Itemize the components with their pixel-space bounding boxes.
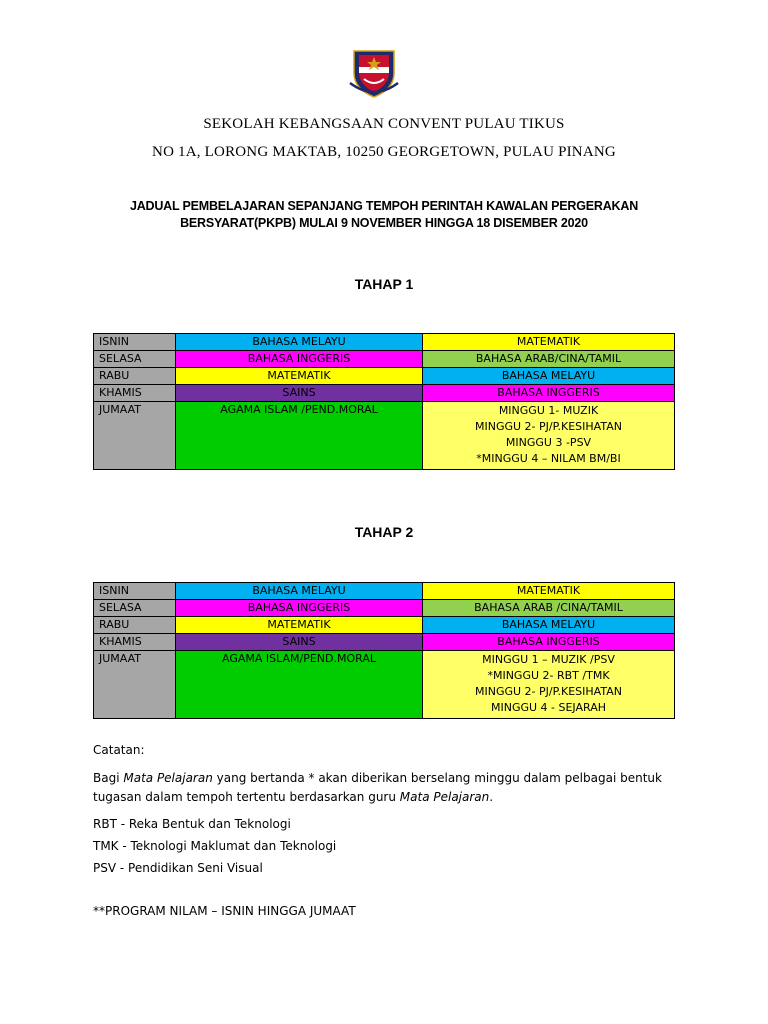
notes-text-italic: Mata Pelajaran — [123, 771, 213, 785]
subject-cell: AGAMA ISLAM/PEND.MORAL — [176, 651, 423, 719]
day-cell: JUMAAT — [94, 402, 176, 470]
tahap-2-title: TAHAP 2 — [354, 524, 414, 540]
day-cell: RABU — [94, 617, 176, 634]
day-cell: ISNIN — [94, 334, 176, 351]
day-cell: RABU — [94, 368, 176, 385]
day-cell: SELASA — [94, 351, 176, 368]
table-row — [94, 583, 675, 600]
schedule-heading-line-2: BERSYARAT(PKPB) MULAI 9 NOVEMBER HINGGA 18 DISEMBER 2020 — [180, 216, 588, 230]
table-row — [94, 351, 675, 368]
table-row — [94, 334, 675, 351]
subject-cell: BAHASA MELAYU — [176, 334, 423, 351]
subject-cell: MATEMATIK — [423, 334, 675, 351]
subject-cell: BAHASA INGGERIS — [423, 634, 675, 651]
abbreviation-psv: PSV - Pendidikan Seni Visual — [93, 861, 263, 875]
table-row — [94, 402, 675, 470]
tahap-1-table — [93, 333, 675, 470]
day-cell: SELASA — [94, 600, 176, 617]
week-line: MINGGU 1 – MUZIK /PSV — [482, 653, 615, 666]
subject-cell: BAHASA ARAB/CINA/TAMIL — [423, 351, 675, 368]
schedule-heading-line-1: JADUAL PEMBELAJARAN SEPANJANG TEMPOH PERINTAH KAWALAN PERGERAKAN — [129, 199, 639, 213]
week-line: *MINGGU 4 – NILAM BM/BI — [476, 452, 621, 465]
subject-cell: MATEMATIK — [176, 617, 423, 634]
tahap-2-table — [93, 582, 675, 719]
subject-cell: SAINS — [176, 385, 423, 402]
notes-text: Bagi — [93, 771, 124, 785]
notes-text: . — [489, 790, 494, 804]
day-cell: JUMAAT — [94, 651, 176, 719]
school-address: NO 1A, LORONG MAKTAB, 10250 GEORGETOWN, PULAU PINANG — [152, 144, 616, 160]
notes-title: Catatan: — [93, 743, 145, 757]
week-line: MINGGU 1- MUZIK — [498, 404, 599, 417]
subject-cell: BAHASA MELAYU — [423, 617, 675, 634]
notes-paragraph — [93, 769, 693, 807]
table-row — [94, 617, 675, 634]
day-cell: KHAMIS — [94, 385, 176, 402]
subject-cell: BAHASA MELAYU — [176, 583, 423, 600]
week-line: MINGGU 2- PJ/P.KESIHATAN — [475, 685, 622, 698]
subject-cell: BAHASA INGGERIS — [423, 385, 675, 402]
subject-cell: SAINS — [176, 634, 423, 651]
subject-cell: AGAMA ISLAM /PEND.MORAL — [176, 402, 423, 470]
subject-cell-multiline — [423, 402, 675, 470]
week-line: MINGGU 2- PJ/P.KESIHATAN — [475, 420, 622, 433]
week-line: MINGGU 4 - SEJARAH — [490, 701, 607, 714]
subject-cell: BAHASA INGGERIS — [176, 600, 423, 617]
table-row — [94, 368, 675, 385]
table-row — [94, 634, 675, 651]
day-cell: KHAMIS — [94, 634, 176, 651]
table-row — [94, 600, 675, 617]
notes-text: yang bertanda * akan diberikan berselang minggu dalam pelbagai bentuk — [212, 771, 662, 785]
subject-cell: BAHASA MELAYU — [423, 368, 675, 385]
subject-cell: MATEMATIK — [176, 368, 423, 385]
subject-cell-multiline — [423, 651, 675, 719]
notes-text: tugasan dalam tempoh tertentu berdasarkan guru — [93, 790, 400, 804]
subject-cell: MATEMATIK — [423, 583, 675, 600]
week-line: *MINGGU 2- RBT /TMK — [487, 669, 610, 682]
table-row — [94, 385, 675, 402]
notes-text-italic: Mata Pelajaran — [399, 790, 490, 804]
subject-cell: BAHASA ARAB /CINA/TAMIL — [423, 600, 675, 617]
program-nilam-note: **PROGRAM NILAM – ISNIN HINGGA JUMAAT — [93, 904, 356, 918]
tahap-1-title: TAHAP 1 — [354, 276, 414, 292]
day-cell: ISNIN — [94, 583, 176, 600]
week-line: MINGGU 3 -PSV — [505, 436, 592, 449]
abbreviation-rbt: RBT - Reka Bentuk dan Teknologi — [93, 817, 291, 831]
table-row — [94, 651, 675, 719]
abbreviation-tmk: TMK - Teknologi Maklumat dan Teknologi — [93, 839, 337, 853]
school-name: SEKOLAH KEBANGSAAN CONVENT PULAU TIKUS — [203, 116, 565, 132]
subject-cell: BAHASA INGGERIS — [176, 351, 423, 368]
school-crest-icon — [346, 43, 402, 99]
